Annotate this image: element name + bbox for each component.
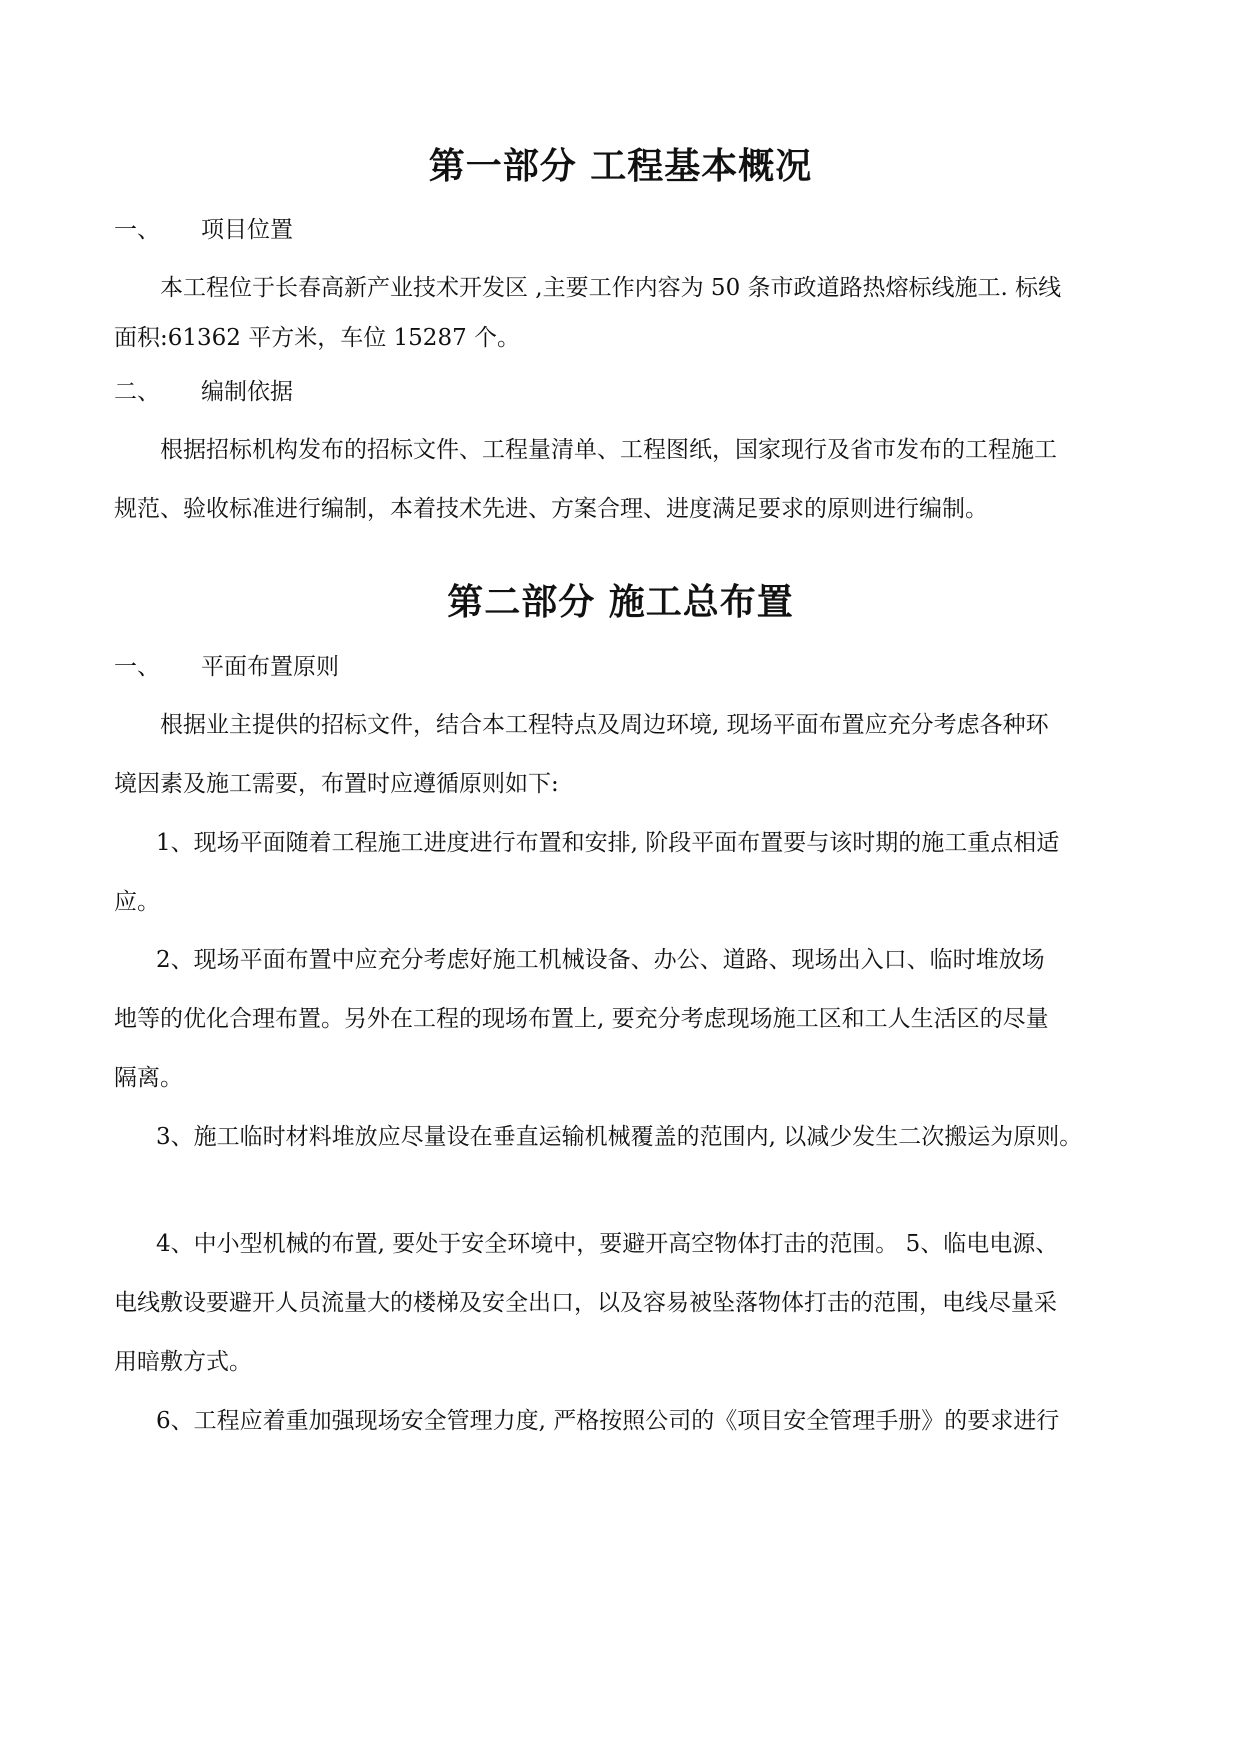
paragraph-line: 规范、验收标准进行编制，本着技术先进、方案合理、进度满足要求的原则进行编制。: [114, 496, 988, 522]
part1-title: 第一部分 工程基本概况: [428, 146, 813, 187]
section-heading-location: [114, 211, 293, 244]
paragraph-line: 本工程位于长春高新产业技术开发区 ,主要工作内容为 50 条市政道路热熔标线施工. 标线: [160, 275, 1062, 301]
paragraph-line: 根据业主提供的招标文件，结合本工程特点及周边环境, 现场平面布置应充分考虑各种环: [160, 712, 1049, 738]
paragraph-line: 根据招标机构发布的招标文件、工程量清单、工程图纸，国家现行及省市发布的工程施工: [160, 437, 1057, 463]
list-item-line: 应。: [114, 889, 160, 915]
section-title: 平面布置原则: [201, 654, 339, 680]
list-item-line: 1、现场平面随着工程施工进度进行布置和安排, 阶段平面布置要与该时期的施工重点相适: [156, 830, 1060, 856]
list-item-line: 用暗敷方式。: [114, 1349, 252, 1375]
part2-title: 第二部分 施工总布置: [447, 582, 794, 623]
section-title: 编制依据: [201, 379, 293, 405]
section-number: 一、: [114, 217, 160, 243]
list-item-line: 电线敷设要避开人员流量大的楼梯及安全出口，以及容易被坠落物体打击的范围，电线尽量采: [114, 1290, 1057, 1316]
list-item-line: 4、中小型机械的布置, 要处于安全环境中，要避开高空物体打击的范围。 5、临电电源、: [156, 1231, 1059, 1257]
list-item-line: 隔离。: [114, 1065, 183, 1091]
section-title: 项目位置: [201, 217, 293, 243]
list-item-line: 2、现场平面布置中应充分考虑好施工机械设备、办公、道路、现场出入口、临时堆放场: [156, 947, 1045, 973]
section-number: 一、: [114, 654, 160, 680]
list-item-line: 3、施工临时材料堆放应尽量设在垂直运输机械覆盖的范围内, 以减少发生二次搬运为原则。: [156, 1124, 1083, 1150]
list-item-line: 地等的优化合理布置。另外在工程的现场布置上, 要充分考虑现场施工区和工人生活区的尽量: [114, 1006, 1049, 1032]
section-heading-basis: [114, 373, 293, 406]
paragraph-line: 境因素及施工需要，布置时应遵循原则如下:: [114, 771, 559, 797]
section-number: 二、: [114, 379, 160, 405]
paragraph-line: 面积:61362 平方米，车位 15287 个。: [114, 325, 521, 351]
section-heading-layout-principles: [114, 648, 339, 681]
list-item-line: 6、工程应着重加强现场安全管理力度, 严格按照公司的《项目安全管理手册》的要求进行: [156, 1408, 1060, 1434]
